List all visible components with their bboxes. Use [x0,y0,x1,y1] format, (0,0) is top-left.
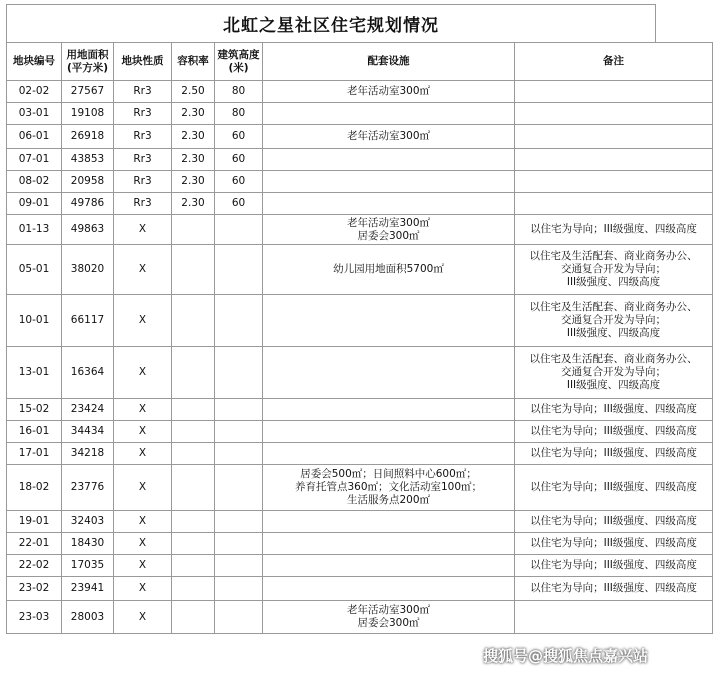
cell-nature: Rr3 [114,171,172,193]
planning-table [6,42,713,634]
table-row [7,511,713,533]
cell-plot-id: 22-01 [7,533,62,555]
cell-note: 以住宅及生活配套、商业商务办公、 交通复合开发为导向； III级强度、四级高度 [515,347,713,399]
cell-height [215,465,263,511]
cell-facilities: 老年活动室300㎡ [263,125,515,149]
cell-note: 以住宅为导向；III级强度、四级高度 [515,533,713,555]
cell-height [215,421,263,443]
cell-facilities [263,443,515,465]
cell-nature: X [114,245,172,295]
page-title: 北虹之星社区住宅规划情况 [223,16,439,36]
cell-facilities [263,555,515,577]
cell-note [515,103,713,125]
cell-note: 以住宅为导向；III级强度、四级高度 [515,399,713,421]
cell-far [172,601,215,634]
cell-area: 16364 [62,347,114,399]
cell-far [172,245,215,295]
table-row [7,577,713,601]
cell-facilities: 老年活动室300㎡ 居委会300㎡ [263,215,515,245]
cell-note [515,601,713,634]
cell-area: 18430 [62,533,114,555]
header-cell: 地块编号 [7,43,62,81]
cell-plot-id: 13-01 [7,347,62,399]
cell-note: 以住宅及生活配套、商业商务办公、 交通复合开发为导向； III级强度、四级高度 [515,245,713,295]
cell-nature: Rr3 [114,81,172,103]
cell-far [172,533,215,555]
table-row [7,125,713,149]
cell-facilities [263,399,515,421]
table-row [7,443,713,465]
cell-far [172,215,215,245]
cell-height [215,555,263,577]
cell-far [172,295,215,347]
header-cell: 配套设施 [263,43,515,81]
cell-area: 23776 [62,465,114,511]
cell-note: 以住宅为导向；III级强度、四级高度 [515,215,713,245]
cell-area: 23941 [62,577,114,601]
cell-facilities [263,421,515,443]
table-row [7,465,713,511]
table-row [7,149,713,171]
watermark: 搜狐号@搜狐焦点嘉兴站 [482,647,648,665]
cell-note: 以住宅为导向；III级强度、四级高度 [515,555,713,577]
cell-area: 34434 [62,421,114,443]
cell-plot-id: 18-02 [7,465,62,511]
cell-note: 以住宅为导向；III级强度、四级高度 [515,443,713,465]
cell-facilities [263,533,515,555]
cell-plot-id: 19-01 [7,511,62,533]
table-row [7,245,713,295]
table-row [7,103,713,125]
table-row [7,81,713,103]
cell-nature: X [114,421,172,443]
cell-nature: X [114,443,172,465]
cell-height: 60 [215,193,263,215]
cell-height [215,511,263,533]
cell-plot-id: 03-01 [7,103,62,125]
cell-plot-id: 16-01 [7,421,62,443]
cell-area: 38020 [62,245,114,295]
cell-facilities [263,295,515,347]
cell-height [215,399,263,421]
cell-nature: X [114,215,172,245]
table-body [7,81,713,634]
cell-area: 26918 [62,125,114,149]
cell-facilities [263,149,515,171]
table-row [7,171,713,193]
table-row [7,533,713,555]
cell-nature: X [114,465,172,511]
cell-height: 60 [215,125,263,149]
cell-facilities: 居委会500㎡；日间照料中心600㎡； 养育托管点360㎡；文化活动室100㎡； 生活服务点200㎡ [263,465,515,511]
cell-facilities: 老年活动室300㎡ [263,81,515,103]
cell-nature: X [114,295,172,347]
cell-note: 以住宅为导向；III级强度、四级高度 [515,465,713,511]
cell-height [215,443,263,465]
cell-note [515,193,713,215]
cell-note [515,125,713,149]
table-row [7,347,713,399]
cell-far: 2.30 [172,193,215,215]
title-box [6,4,656,42]
cell-plot-id: 15-02 [7,399,62,421]
cell-area: 49786 [62,193,114,215]
cell-note: 以住宅及生活配套、商业商务办公、 交通复合开发为导向； III级强度、四级高度 [515,295,713,347]
cell-facilities [263,511,515,533]
cell-far [172,577,215,601]
cell-area: 34218 [62,443,114,465]
cell-plot-id: 07-01 [7,149,62,171]
cell-area: 20958 [62,171,114,193]
cell-height: 80 [215,103,263,125]
header-cell: 容积率 [172,43,215,81]
cell-height [215,577,263,601]
cell-nature: X [114,555,172,577]
cell-far: 2.30 [172,171,215,193]
cell-plot-id: 23-02 [7,577,62,601]
table-row [7,555,713,577]
cell-height: 60 [215,149,263,171]
cell-area: 17035 [62,555,114,577]
cell-plot-id: 23-03 [7,601,62,634]
cell-nature: X [114,511,172,533]
cell-area: 49863 [62,215,114,245]
cell-nature: Rr3 [114,103,172,125]
cell-area: 43853 [62,149,114,171]
cell-note: 以住宅为导向；III级强度、四级高度 [515,511,713,533]
header-cell: 建筑高度 (米) [215,43,263,81]
cell-far: 2.30 [172,149,215,171]
cell-far [172,511,215,533]
cell-area: 66117 [62,295,114,347]
cell-height: 80 [215,81,263,103]
cell-facilities [263,347,515,399]
cell-far: 2.30 [172,125,215,149]
cell-note [515,81,713,103]
header-cell: 备注 [515,43,713,81]
cell-height: 60 [215,171,263,193]
cell-area: 28003 [62,601,114,634]
cell-far [172,399,215,421]
table-row [7,421,713,443]
cell-far [172,465,215,511]
cell-note [515,149,713,171]
cell-height [215,245,263,295]
cell-area: 32403 [62,511,114,533]
cell-note: 以住宅为导向；III级强度、四级高度 [515,421,713,443]
header-row [7,43,713,81]
cell-plot-id: 06-01 [7,125,62,149]
cell-far [172,443,215,465]
cell-height [215,215,263,245]
header-cell: 用地面积 (平方米) [62,43,114,81]
table-row [7,399,713,421]
table-row [7,193,713,215]
cell-plot-id: 01-13 [7,215,62,245]
cell-far: 2.30 [172,103,215,125]
cell-plot-id: 08-02 [7,171,62,193]
table-row [7,215,713,245]
cell-nature: X [114,347,172,399]
cell-note: 以住宅为导向；III级强度、四级高度 [515,577,713,601]
cell-nature: Rr3 [114,125,172,149]
cell-plot-id: 17-01 [7,443,62,465]
cell-plot-id: 02-02 [7,81,62,103]
cell-plot-id: 05-01 [7,245,62,295]
cell-height [215,347,263,399]
cell-facilities: 幼儿园用地面积5700㎡ [263,245,515,295]
cell-far [172,421,215,443]
cell-height [215,601,263,634]
cell-nature: Rr3 [114,149,172,171]
cell-plot-id: 22-02 [7,555,62,577]
cell-area: 23424 [62,399,114,421]
cell-plot-id: 10-01 [7,295,62,347]
cell-height [215,295,263,347]
cell-nature: X [114,533,172,555]
cell-nature: X [114,399,172,421]
cell-note [515,171,713,193]
cell-nature: X [114,577,172,601]
cell-facilities [263,103,515,125]
cell-nature: Rr3 [114,193,172,215]
cell-facilities [263,577,515,601]
cell-height [215,533,263,555]
cell-nature: X [114,601,172,634]
cell-facilities [263,171,515,193]
cell-far [172,555,215,577]
table-row [7,295,713,347]
cell-facilities [263,193,515,215]
table-row [7,601,713,634]
cell-area: 19108 [62,103,114,125]
cell-facilities: 老年活动室300㎡ 居委会300㎡ [263,601,515,634]
cell-area: 27567 [62,81,114,103]
cell-plot-id: 09-01 [7,193,62,215]
cell-far: 2.50 [172,81,215,103]
header-cell: 地块性质 [114,43,172,81]
cell-far [172,347,215,399]
